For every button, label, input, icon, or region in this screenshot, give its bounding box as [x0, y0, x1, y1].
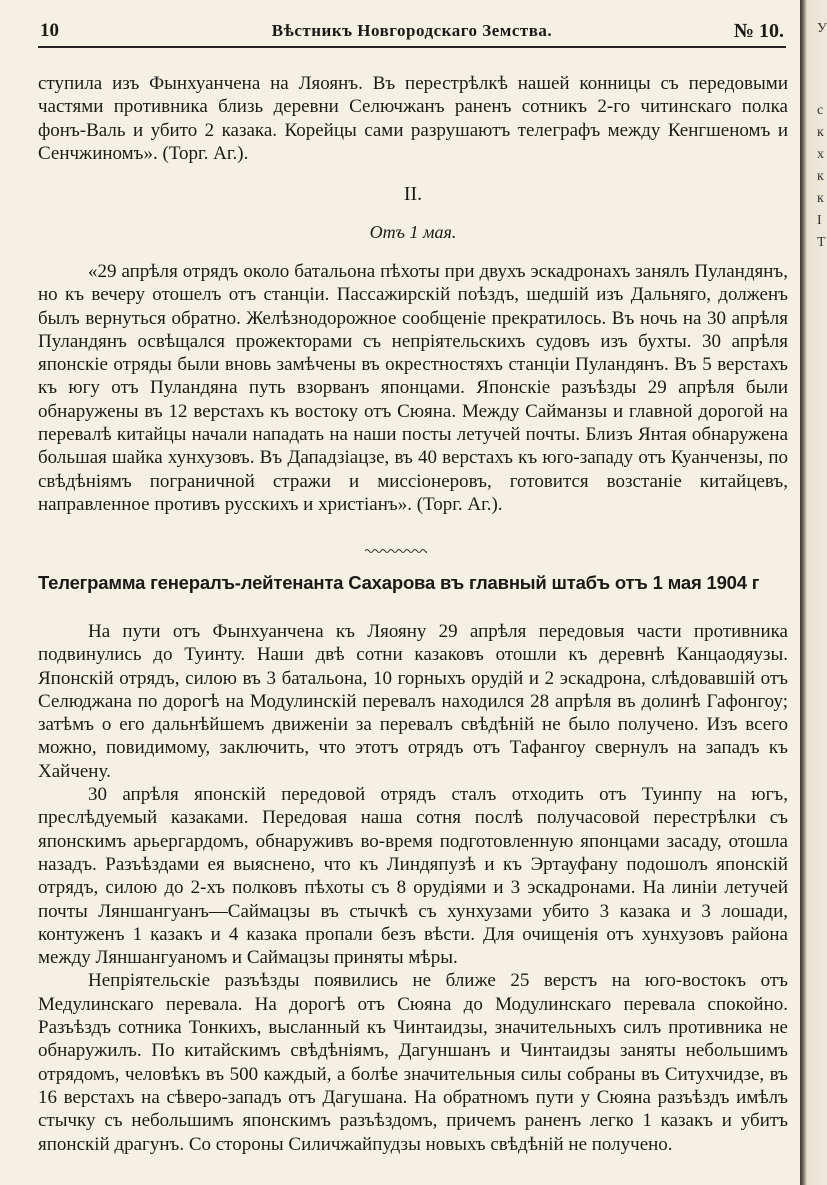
edge-letter: х	[817, 147, 824, 162]
telegram-paragraph: Непріятельскіе разъѣзды появились не ближе 25 верстъ на юго-востокъ отъ Медулинскаго перевала. На дорогѣ отъ Сюяна до Модулинскаго перевала спокойно. Разъѣздъ сотника Тонкихъ, высланный къ Чинтаидзы, значительныхъ силъ противника не обнаружилъ. По китайскимъ свѣдѣніямъ, Дагуншанъ и Чинтаидзы заняты небольшимъ отрядомъ, человѣкъ въ 500 каждый, а болѣе значительныя силы собраны въ Ситухчидзе, въ 16 верстахъ на сѣверо-западъ отъ Дагушана. На обратномъ пути у Сюяна разъѣздъ имѣлъ стычку съ небольшимъ японскимъ разъѣздомъ, причемъ раненъ легко 1 казакъ и убитъ японскій драгунъ. Со стороны Силичжайпудзы новыхъ свѣдѣній не получено.	[38, 970, 788, 1155]
edge-letter: с	[817, 103, 824, 118]
issue-number: № 10.	[733, 20, 784, 42]
edge-letter: У	[817, 21, 827, 36]
page-number: 10	[40, 20, 59, 41]
edge-letter: к	[817, 169, 824, 184]
quote-paragraph: «29 апрѣля отрядъ около батальона пѣхоты при двухъ эскадронахъ занялъ Пуландянъ, но къ вечеру отошелъ отъ станціи. Пассажирскій поѣздъ, шедшій изъ Дальняго, долженъ былъ вернуться обратно. Желѣзнодорожное сообщеніе прекратилось. Въ ночь на 30 апрѣля Пуландянъ освѣщался прожекторами съ непріятельскихъ судовъ изъ бухты. 30 апрѣля японскіе отряды были вновь замѣчены въ окрестностяхъ станціи Пуландянъ. Въ 5 верстахъ къ югу отъ Пуландяна путь взорванъ японцами. Японскіе разъѣзды 29 апрѣля были обнаружены въ 12 верстахъ къ востоку отъ Сюяна. Между Сайманзы и главной дорогой на перевалѣ китайцы начали нападать на наши посты летучей почты. Близъ Янтая обнаружена большая шайка хунхузовъ. Въ Дападзіацзе, въ 40 верстахъ къ юго-западу отъ Куанчензы, по свѣдѣніямъ пограничной стражи и миссіонеровъ, готовится возстаніе китайцевъ, направленное противъ русскихъ и христіанъ». (Торг. Аг.).	[38, 261, 788, 515]
section-number: II.	[403, 183, 423, 205]
edge-letter: к	[817, 125, 824, 140]
top-text-block	[38, 72, 788, 165]
ornamental-divider	[365, 548, 427, 554]
telegram-text-block	[38, 620, 788, 1156]
section-date: Отъ 1 мая.	[369, 222, 457, 242]
telegram-heading: Телеграмма генералъ-лейтенанта Сахарова въ главный штабъ отъ 1 мая 1904 г	[38, 572, 760, 593]
adjacent-page-edge	[817, 18, 827, 254]
telegram-paragraph: 30 апрѣля японскій передовой отрядъ сталъ отходить отъ Туинпу на югъ, преслѣдуемый казаками. Передовая наша сотня послѣ получасовой перестрѣлки съ японскимъ арьергардомъ, обнаруживъ во-время подготовленную японцами засаду, отошла назадъ. Разъѣздами ея выяснено, что къ Линдяпузѣ и къ Эртауфану подошолъ японскій отрядъ, силою до 2-хъ полковъ пѣхоты съ 8 орудіями и 3 эскадронами. На линіи летучей почты Ляншангуанъ—Саймацзы въ стычкѣ съ хунхузами убито 3 казака и 3 лошади, контуженъ 1 казакъ и 4 казака пропали безъ вѣсти. Для очищенія отъ хунхузовъ района между Ляншангуаномъ и Саймацзы приняты мѣры.	[38, 784, 788, 969]
continued-paragraph: ступила изъ Фынхуанчена на Ляоянъ. Въ перестрѣлкѣ нашей конницы съ передовыми частями противника близь деревни Селючжанъ раненъ сотникъ 2-го читинскаго полка фонъ-Валь и убито 2 казака. Корейцы сами разрушаютъ телеграфъ между Кенгшеномъ и Сенчжиномъ». (Торг. Аг.).	[38, 73, 788, 164]
telegram-paragraph: На пути отъ Фынхуанчена къ Ляояну 29 апрѣля передовыя части противника подвинулись до Туинту. Наши двѣ сотни казаковъ отошли къ деревнѣ Канцаодяузы. Японскій отрядъ, силою въ 3 батальона, 10 горныхъ орудій и 2 эскадрона, слѣдовавшій отъ Селюджана по дорогѣ на Модулинскій перевалъ находился 28 апрѣля въ долинѣ Гафонгоу; затѣмъ о его дальнѣйшемъ движеніи за перевалъ свѣдѣній не было получено. Изъ всего можно, повидимому, заключить, что этотъ отрядъ отъ Тафангоу свернулъ на западъ къ Хайчену.	[38, 621, 788, 782]
edge-letter: к	[817, 191, 824, 206]
page-header	[38, 18, 786, 48]
edge-letter: Т	[817, 235, 826, 250]
edge-letter: I	[817, 213, 822, 228]
journal-title: Вѣстникъ Новгородскаго Земства.	[271, 21, 553, 40]
quote-text-block	[38, 260, 788, 516]
